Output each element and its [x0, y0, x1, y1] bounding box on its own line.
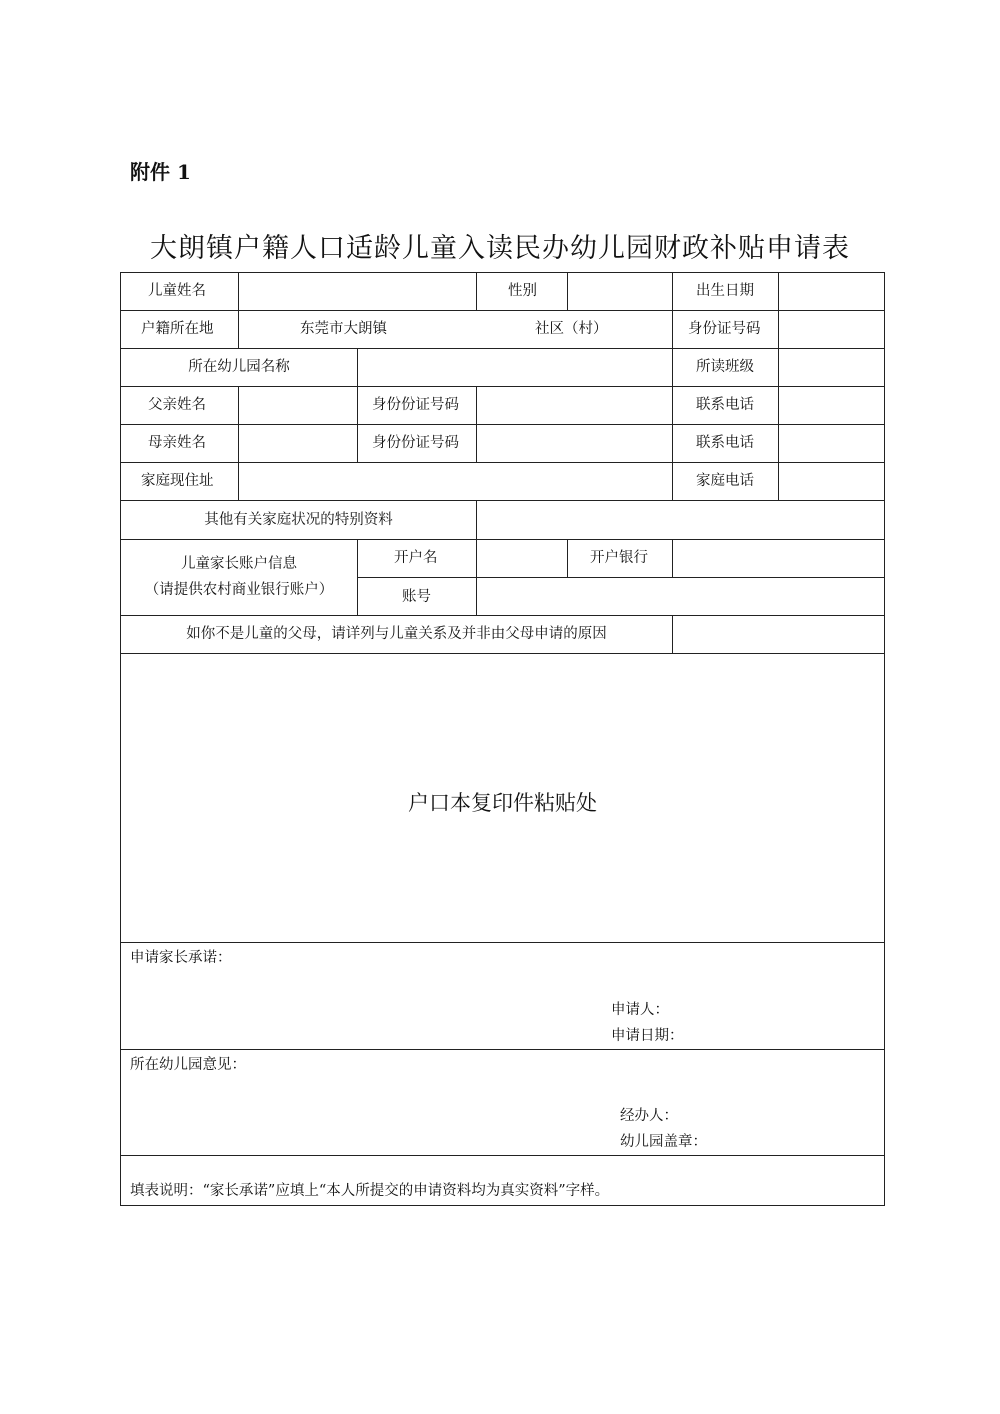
cell-divider: [238, 310, 239, 348]
table-border-top: [120, 272, 885, 273]
table-border-left: [120, 272, 121, 1206]
row-line: [120, 310, 885, 311]
row-line: [120, 386, 885, 387]
cell-divider: [672, 462, 673, 500]
mother-name-label: 母亲姓名: [148, 435, 206, 451]
form-title: 大朗镇户籍人口适龄儿童入读民办幼儿园财政补贴申请表: [150, 233, 850, 264]
cell-divider: [238, 462, 239, 500]
cell-divider: [476, 539, 477, 615]
mother-id-label: 身份份证号码: [372, 435, 459, 451]
table-border-right: [884, 272, 885, 1206]
row-line: [358, 577, 885, 578]
kindergarten-opinion-label: 所在幼儿园意见：: [130, 1057, 246, 1073]
annex-label: 附件 1: [130, 160, 191, 184]
cell-divider: [778, 272, 779, 310]
cell-divider: [238, 272, 239, 310]
cell-divider: [778, 462, 779, 500]
hukou-copy-area-label: 户口本复印件粘贴处: [408, 791, 597, 815]
applicant-label: 申请人：: [611, 1002, 669, 1018]
row-line: [120, 424, 885, 425]
cell-divider: [238, 386, 239, 462]
father-phone-label: 联系电话: [696, 397, 754, 413]
table-border-bottom: [120, 1205, 885, 1206]
father-id-label: 身份份证号码: [372, 397, 459, 413]
child-name-label: 儿童姓名: [148, 283, 206, 299]
row-line: [120, 462, 885, 463]
account-info-label: 儿童家长账户信息: [181, 556, 297, 572]
row-line: [120, 348, 885, 349]
father-name-label: 父亲姓名: [148, 397, 206, 413]
cell-divider: [672, 539, 673, 577]
row-line: [120, 1049, 885, 1050]
cell-divider: [672, 272, 673, 310]
hukou-location-label: 户籍所在地: [141, 321, 214, 337]
parent-pledge-label: 申请家长承诺：: [130, 950, 232, 966]
cell-divider: [672, 348, 673, 386]
non-parent-reason-label: 如你不是儿童的父母，请详列与儿童关系及并非由父母申请的原因: [186, 626, 607, 642]
cell-divider: [357, 386, 358, 462]
row-line: [120, 539, 885, 540]
special-info-label: 其他有关家庭状况的特别资料: [204, 512, 393, 528]
id-number-label: 身份证号码: [688, 321, 761, 337]
cell-divider: [476, 386, 477, 462]
hukou-city-text: 东莞市大朗镇: [300, 321, 387, 337]
cell-divider: [476, 272, 477, 310]
kindergarten-name-label: 所在幼儿园名称: [188, 359, 290, 375]
mother-phone-label: 联系电话: [696, 435, 754, 451]
account-number-label: 账号: [402, 589, 431, 605]
cell-divider: [357, 348, 358, 386]
home-address-label: 家庭现住址: [141, 473, 214, 489]
row-line: [120, 1155, 885, 1156]
cell-divider: [672, 310, 673, 348]
account-holder-label: 开户名: [394, 550, 438, 566]
handler-label: 经办人：: [620, 1108, 678, 1124]
cell-divider: [672, 386, 673, 462]
cell-divider: [476, 500, 477, 539]
cell-divider: [567, 272, 568, 310]
cell-divider: [567, 539, 568, 577]
cell-divider: [778, 310, 779, 348]
row-line: [120, 942, 885, 943]
home-phone-label: 家庭电话: [696, 473, 754, 489]
row-line: [120, 653, 885, 654]
row-line: [120, 615, 885, 616]
account-info-note: （请提供农村商业银行账户）: [144, 582, 334, 598]
cell-divider: [672, 615, 673, 653]
hukou-community-text: 社区（村）: [535, 321, 608, 337]
cell-divider: [357, 539, 358, 615]
class-label: 所读班级: [696, 359, 754, 375]
cell-divider: [778, 348, 779, 386]
cell-divider: [778, 386, 779, 462]
apply-date-label: 申请日期：: [611, 1028, 684, 1044]
birth-date-label: 出生日期: [696, 283, 754, 299]
bank-label: 开户银行: [590, 550, 648, 566]
kindergarten-seal-label: 幼儿园盖章：: [620, 1134, 707, 1150]
row-line: [120, 500, 885, 501]
gender-label: 性别: [508, 283, 537, 299]
fill-note: 填表说明：“家长承诺”应填上“本人所提交的申请资料均为真实资料”字样。: [130, 1183, 610, 1199]
